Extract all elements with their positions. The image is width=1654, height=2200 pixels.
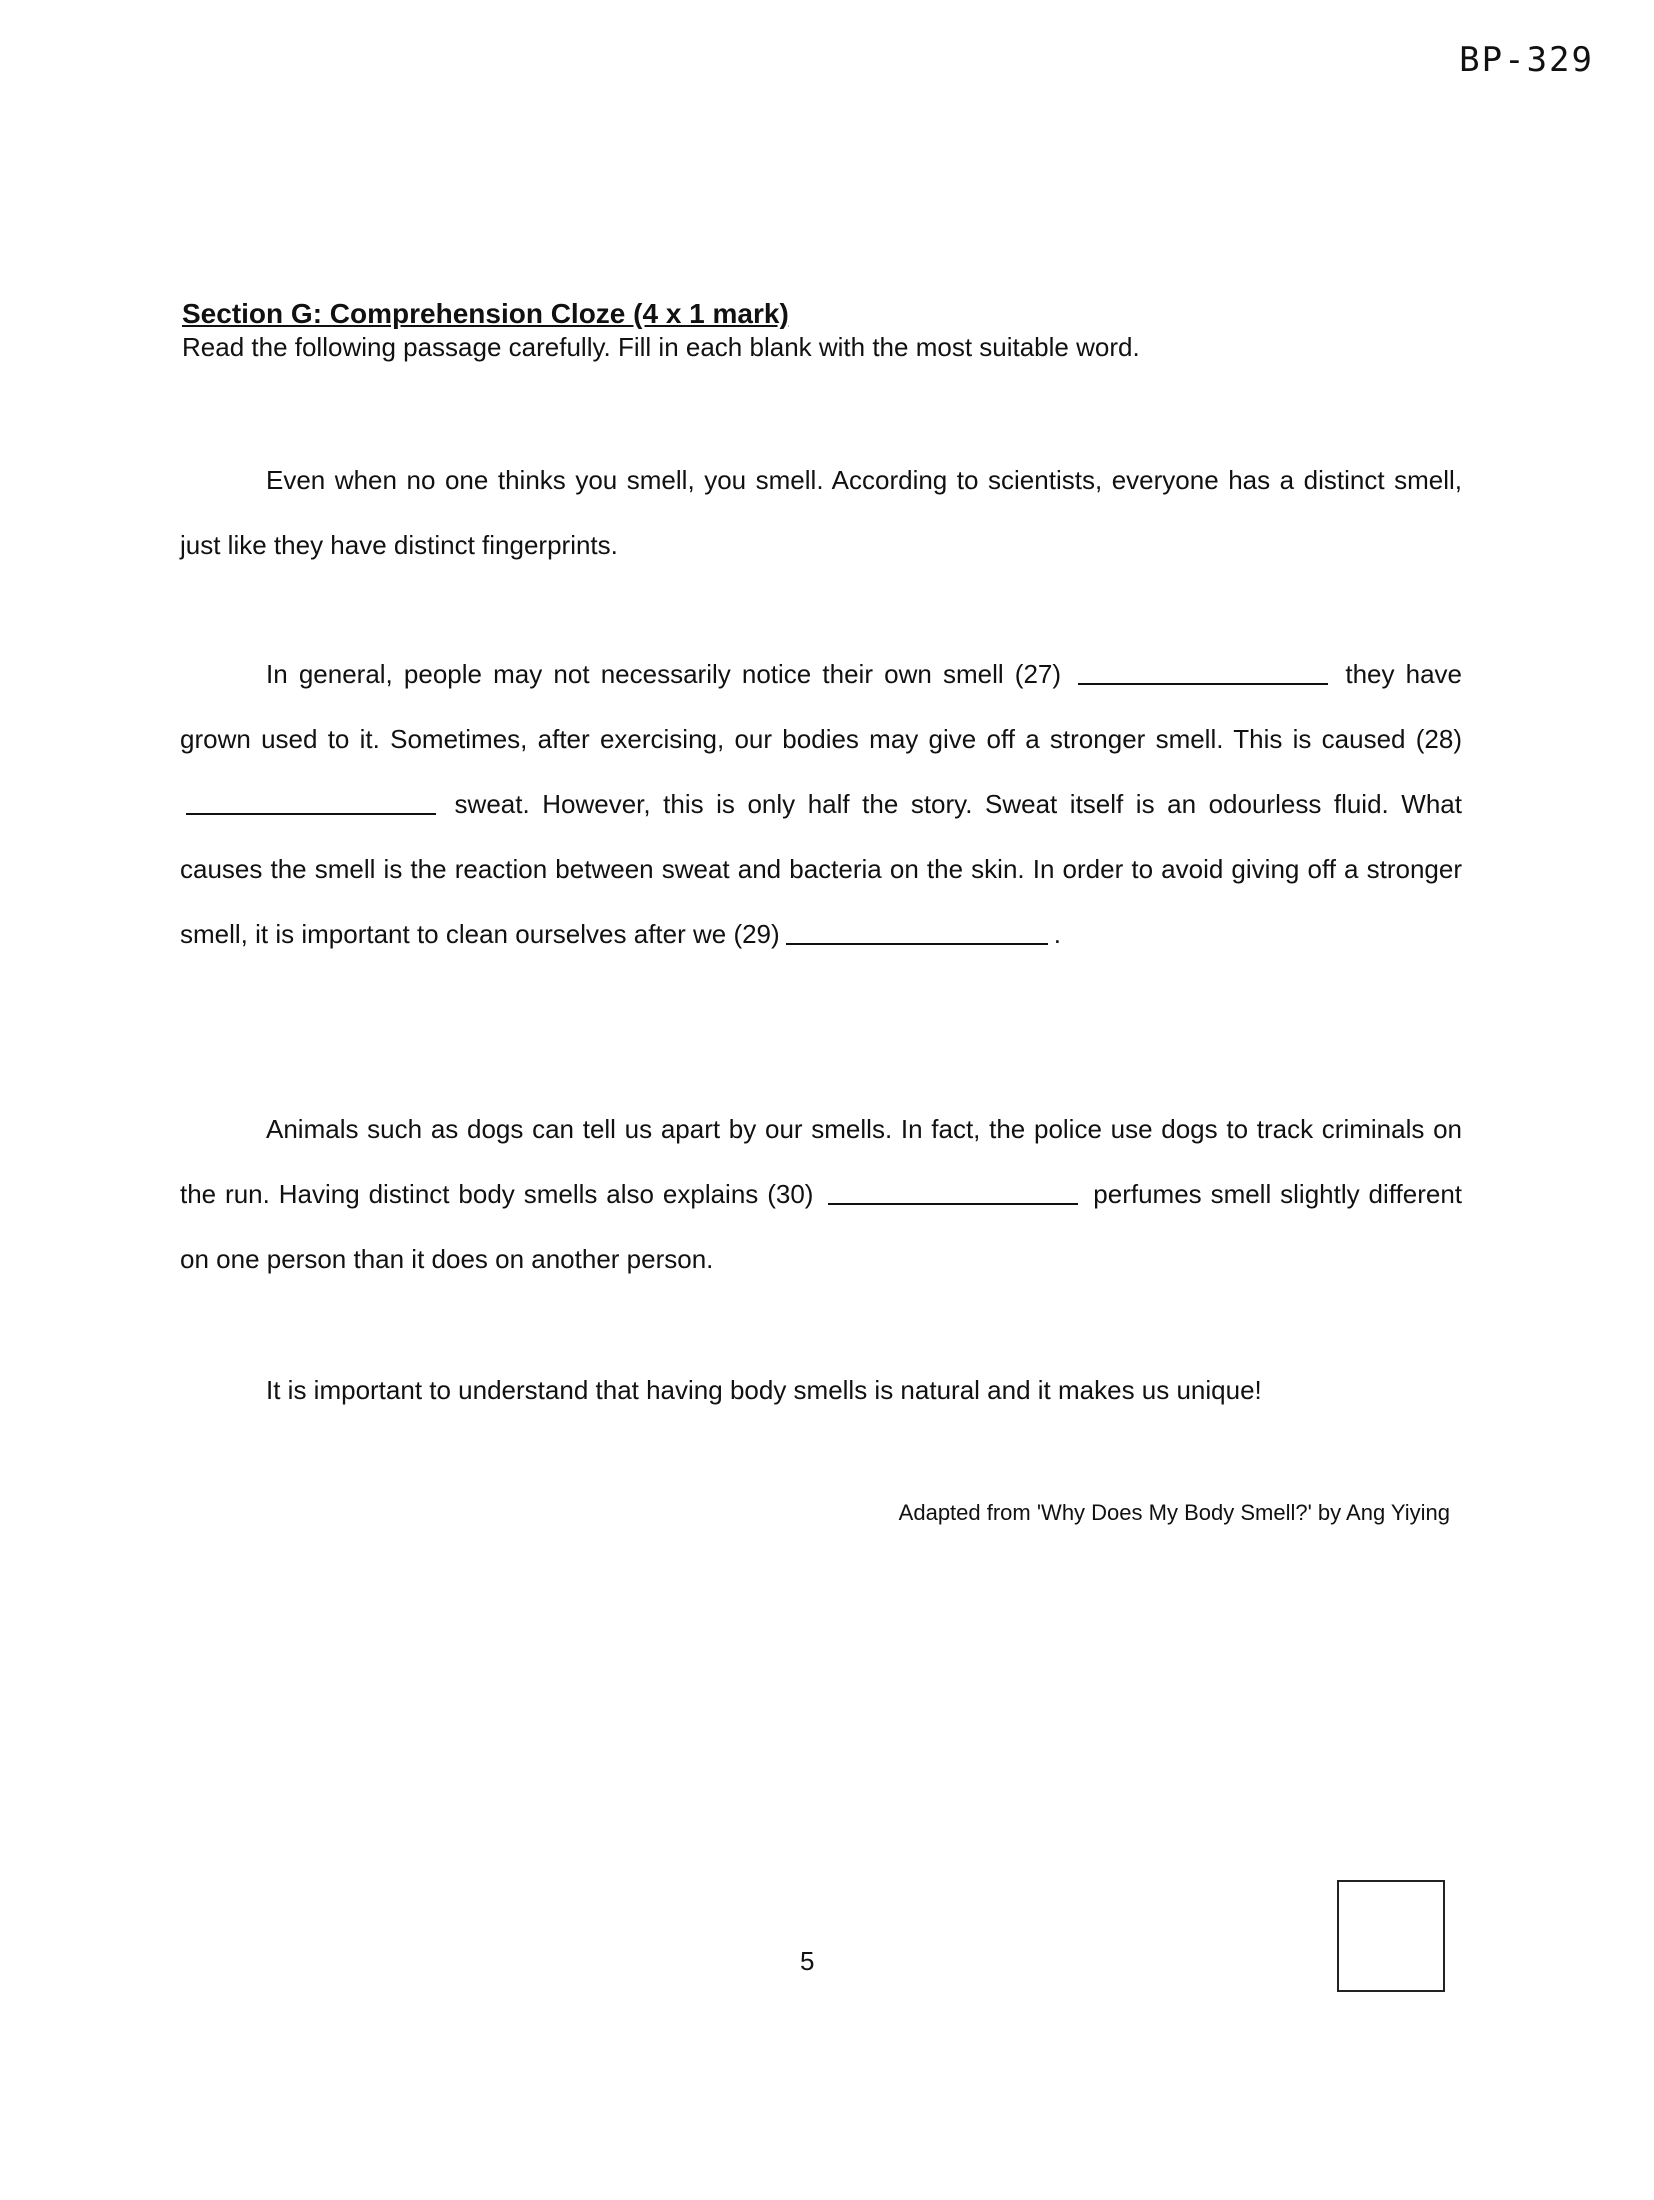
page-number: 5: [800, 1946, 815, 1976]
paragraph-1-text: Even when no one thinks you smell, you smell. According to scientists, everyone has a distinct smell, just like they have distinct fingerprints.: [180, 465, 1462, 560]
paragraph-3-part-b: perfumes smell slightly different on one person than it does on another person.: [180, 1179, 1463, 1274]
section-instructions: Read the following passage carefully. Fill in each blank with the most suitable word.: [182, 332, 1140, 362]
passage-paragraph-3: [180, 1097, 1462, 1292]
paragraph-2-part-d: .: [1053, 919, 1061, 949]
section-heading: Section G: Comprehension Cloze (4 x 1 mark): [182, 298, 789, 329]
blank-30[interactable]: [828, 1181, 1078, 1205]
blank-29[interactable]: [786, 921, 1048, 945]
blank-27[interactable]: [1078, 661, 1328, 685]
score-box: [1337, 1880, 1445, 1992]
passage-paragraph-1: [180, 448, 1462, 578]
paragraph-2-part-c: sweat. However, this is only half the story. Sweat itself is an odourless fluid. What causes the smell is the reaction between sweat and bacteria on the skin. In order to avoid giving off a stronger smell, it is important to clean ourselves after we (29): [180, 789, 1462, 949]
source-credit: Adapted from 'Why Does My Body Smell?' by Ang Yiying: [898, 1500, 1450, 1525]
passage-paragraph-4: It is important to understand that having body smells is natural and it makes us unique!: [266, 1375, 1262, 1405]
passage-paragraph-2: [180, 642, 1462, 967]
blank-28[interactable]: [186, 791, 436, 815]
document-code: BP-329: [1459, 40, 1594, 80]
paragraph-2-part-a: In general, people may not necessarily notice their own smell (27): [266, 659, 1062, 689]
paragraph-3-part-a: Animals such as dogs can tell us apart by our smells. In fact, the police use dogs to track criminals on the run. Having distinct body smells also explains (30): [180, 1114, 1462, 1209]
paragraph-2-part-b: they have grown used to it. Sometimes, after exercising, our bodies may give off a stronger smell. This is caused (28): [180, 659, 1463, 754]
